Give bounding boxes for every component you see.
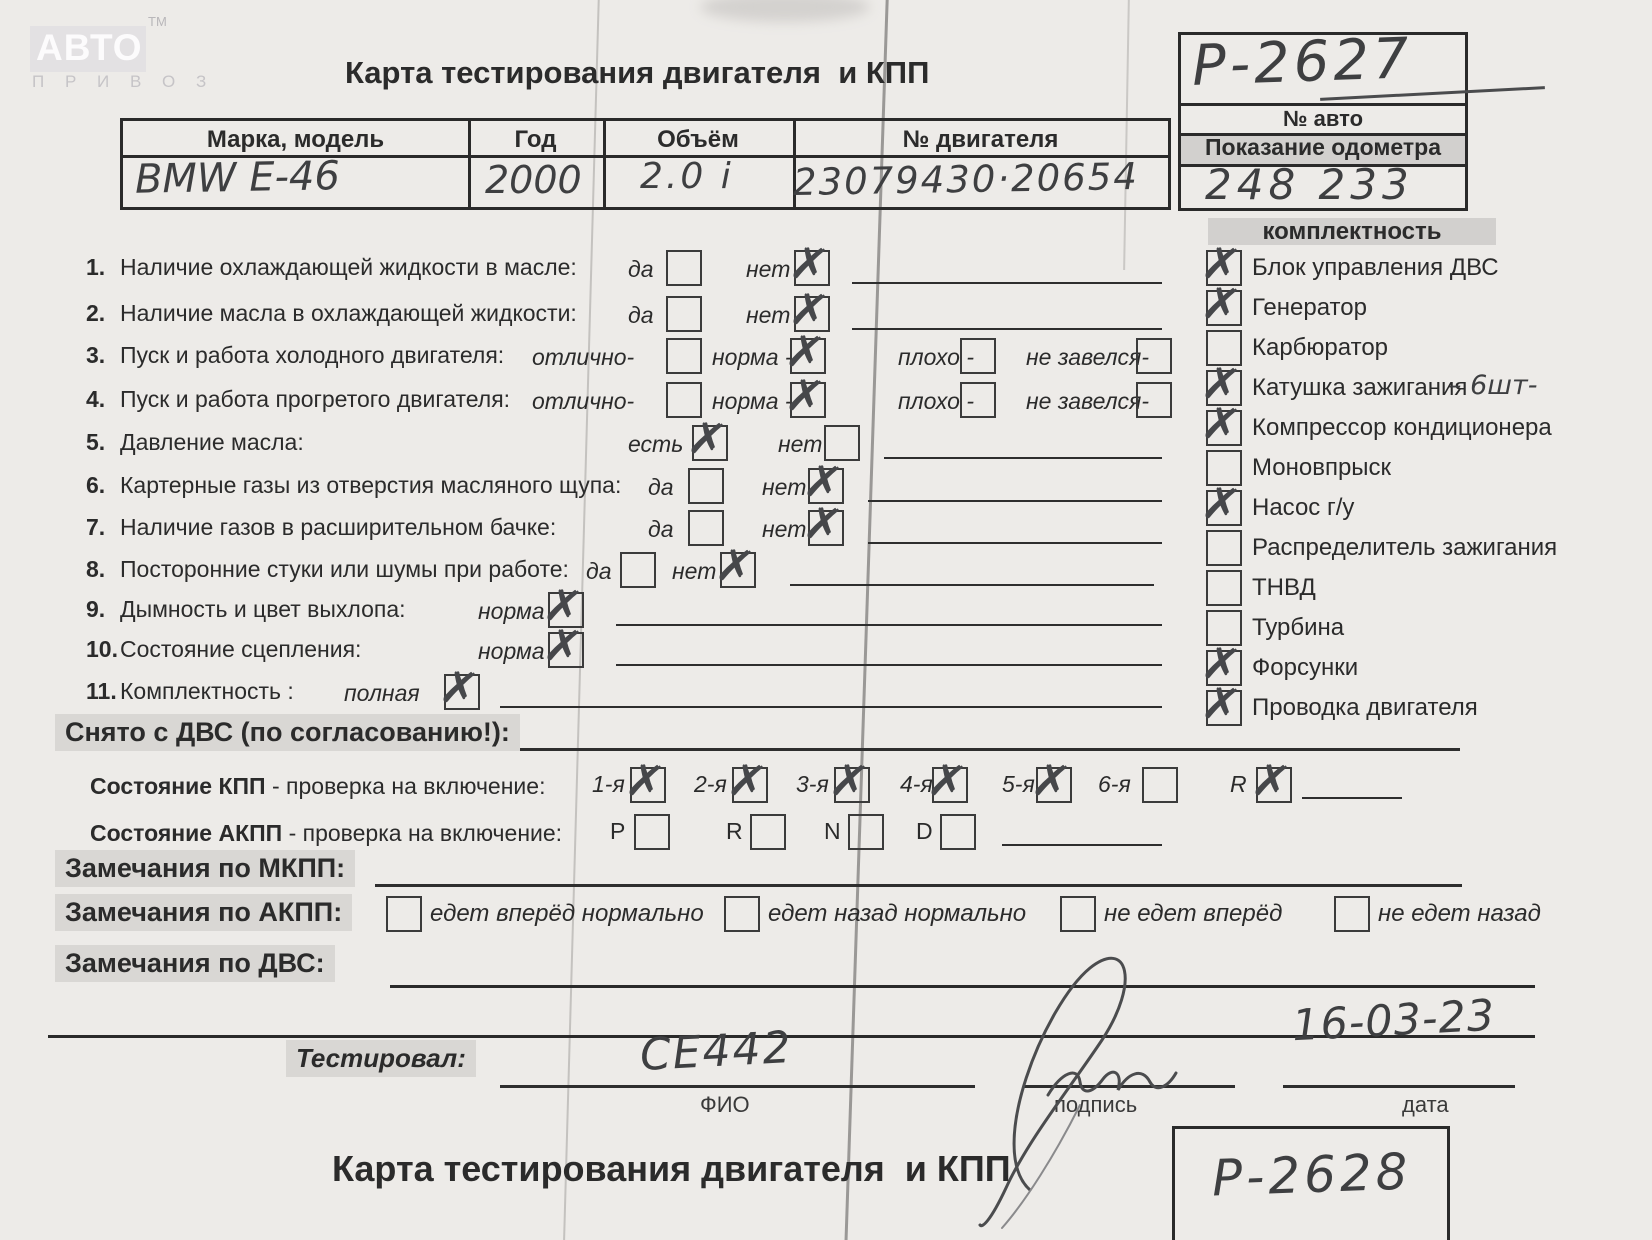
gear-checkbox (834, 767, 870, 803)
checklist-row: 3. Пуск и работа холодного двигателя: отлично- норма - ✗ плохо - не завелся- (0, 338, 1652, 376)
answer-checkbox (824, 425, 860, 461)
auto-number-value: Р-2627 (1190, 26, 1414, 99)
handwritten-note: – 6шт- (1448, 370, 1538, 401)
blank-line (852, 328, 1162, 330)
next-auto-number-value: Р-2628 (1211, 1142, 1413, 1208)
volume-header: Объём (657, 126, 739, 153)
answer-checkbox (666, 338, 702, 374)
blank-line (1002, 844, 1162, 846)
blank-line (868, 500, 1162, 502)
date-sublabel: дата (1402, 1092, 1449, 1117)
checklist-row: 1. Наличие охлаждающей жидкости в масле: да нет ✗ (0, 250, 1652, 288)
blank-line (852, 282, 1162, 284)
answer-checkbox (790, 382, 826, 418)
signature-sublabel: подпись (1054, 1092, 1138, 1117)
answer-checkbox (548, 632, 584, 668)
answer-checkbox (960, 382, 996, 418)
drive-option-checkbox (1060, 896, 1096, 932)
completeness-item-label: Карбюратор (1252, 334, 1389, 361)
brand-sub-logo: П Р И В О З (32, 72, 215, 91)
drive-option-checkbox (1334, 896, 1370, 932)
answer-checkbox (1136, 338, 1172, 374)
akpp-row: Состояние АКПП - проверка на включение: P R N D (0, 812, 1652, 850)
checklist-row: 10. Состояние сцепления: норма ✗ (0, 632, 1652, 670)
mkpp-remarks-label: Замечания по МКПП: (55, 850, 355, 887)
brand-header: Марка, модель (206, 126, 385, 153)
blank-line (616, 664, 1162, 666)
answer-checkbox (666, 250, 702, 286)
akpp-remarks-label: Замечания по АКПП: (55, 894, 352, 931)
answer-checkbox (688, 510, 724, 546)
checklist-row: 9. Дымность и цвет выхлопа: норма ✗ (0, 592, 1652, 630)
gear-checkbox (750, 814, 786, 850)
tested-by-label: Тестировал: (286, 1040, 476, 1077)
completeness-item-label: Моновпрыск (1252, 454, 1392, 481)
completeness-item-label: Распределитель зажигания (1252, 534, 1558, 561)
answer-checkbox (688, 468, 724, 504)
engine-number-value: 23079430·20654 (792, 154, 1140, 205)
trademark-mark: TM (148, 14, 167, 29)
page-title: Карта тестирования двигателя и КПП (345, 55, 930, 90)
checklist-row: 8. Посторонние стуки или шумы при работе: да нет ✗ (0, 552, 1652, 590)
completeness-item-label: ТНВД (1252, 574, 1316, 601)
scan-smudge (700, 0, 870, 22)
next-page-title: Карта тестирования двигателя и КПП (332, 1148, 1011, 1189)
kpp-row: Состояние КПП - проверка на включение: 1-я ✗ 2-я ✗ 3-я ✗ 4-я ✗ 5-я ✗ 6-я R ✗ (0, 765, 1652, 803)
odometer-header: Показание одометра (1205, 134, 1441, 160)
blank-line (500, 706, 1162, 708)
blank-line (520, 748, 1460, 751)
blank-line (1302, 797, 1402, 799)
checklist-row: 2. Наличие масла в охлаждающей жидкости: да нет ✗ (0, 296, 1652, 334)
answer-checkbox (666, 296, 702, 332)
checklist-row: 7. Наличие газов в расширительном бачке: да нет ✗ (0, 510, 1652, 548)
akpp-remarks-options: едет вперёд нормально едет назад нормально не едет вперёд не едет назад (0, 894, 1652, 932)
completeness-item-label: Генератор (1252, 294, 1367, 321)
year-header: Год (514, 126, 557, 153)
blank-line (375, 884, 1462, 887)
completeness-item-label: Катушка зажигания (1252, 374, 1468, 401)
gear-checkbox (940, 814, 976, 850)
answer-checkbox (794, 250, 830, 286)
answer-checkbox (808, 510, 844, 546)
completeness-item-label: Насос г/у (1252, 494, 1355, 521)
auto-number-label: № авто (1282, 106, 1364, 131)
year-value: 2000 (485, 158, 582, 202)
gear-checkbox (1256, 767, 1292, 803)
checklist-row: 11. Комплектность : полная ✗ (0, 674, 1652, 712)
gear-checkbox (848, 814, 884, 850)
gear-checkbox (634, 814, 670, 850)
removed-from-engine-label: Снято с ДВС (по согласованию!): (55, 714, 520, 751)
engine-number-header: № двигателя (902, 126, 1059, 153)
akpp-label-rest: - проверка на включение: (282, 820, 563, 846)
gear-checkbox (630, 767, 666, 803)
fio-line (500, 1085, 975, 1088)
tester-name-handwriting: СЕ442 (638, 1022, 794, 1081)
dvs-remarks-label: Замечания по ДВС: (55, 945, 335, 982)
akpp-label-bold: Состояние АКПП (90, 820, 283, 846)
blank-line (868, 542, 1162, 544)
blank-line (884, 457, 1162, 459)
gear-checkbox (1036, 767, 1072, 803)
brand-logo: АВТО (36, 27, 143, 68)
completeness-item-label: Компрессор кондиционера (1252, 414, 1552, 441)
completeness-item-label: Блок управления ДВС (1252, 254, 1499, 281)
completeness-item-label: Проводка двигателя (1252, 694, 1478, 721)
drive-option-checkbox (724, 896, 760, 932)
brand-value: BMW Е-46 (134, 153, 341, 203)
kpp-label-rest: - проверка на включение: (265, 773, 546, 799)
answer-checkbox (960, 338, 996, 374)
gear-checkbox (932, 767, 968, 803)
completeness-item-label: Форсунки (1252, 654, 1359, 681)
volume-value: 2.0 i (640, 156, 734, 197)
completeness-item-label: Турбина (1252, 614, 1345, 641)
fio-sublabel: ФИО (700, 1092, 750, 1117)
gear-checkbox (732, 767, 768, 803)
answer-checkbox (720, 552, 756, 588)
checklist-row: 5. Давление масла: есть ✗ нет (0, 425, 1652, 463)
drive-option-checkbox (386, 896, 422, 932)
answer-checkbox (620, 552, 656, 588)
blank-line (790, 584, 1154, 586)
odometer-value: 248 233 (1205, 160, 1414, 209)
completeness-header: комплектность (1208, 218, 1496, 245)
answer-checkbox (444, 674, 480, 710)
date-line (1283, 1085, 1515, 1088)
checklist-row: 6. Картерные газы из отверстия масляного щупа: да нет ✗ (0, 468, 1652, 506)
answer-checkbox (692, 425, 728, 461)
answer-checkbox (1136, 382, 1172, 418)
kpp-label-bold: Состояние КПП (90, 773, 266, 799)
checklist-row: 4. Пуск и работа прогретого двигателя: отлично- норма - ✗ плохо - не завелся- (0, 382, 1652, 420)
date-handwriting: 16-03-23 (1290, 990, 1497, 1052)
blank-line (616, 624, 1162, 626)
gear-checkbox (1142, 767, 1178, 803)
